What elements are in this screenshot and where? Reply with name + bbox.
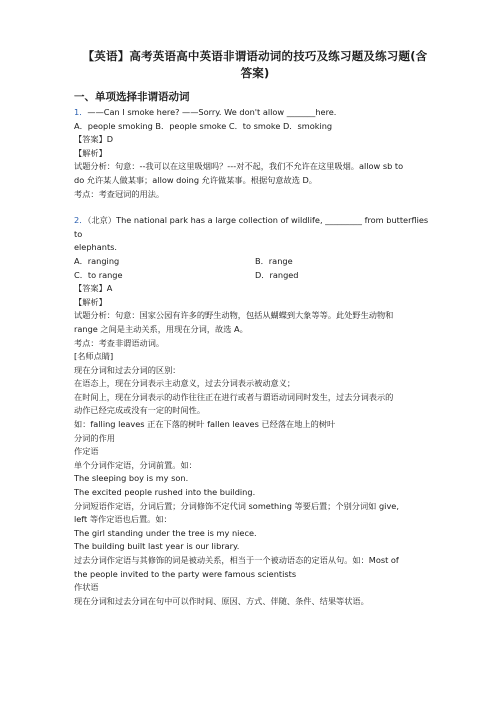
notes-line: 分词短语作定语，分词后置；分词修饰不定代词 something 等要后置；个别分词如 give, [74, 500, 399, 511]
q2-option-b: B．range [255, 255, 293, 266]
notes-line: 现在分词和过去分词的区别： [74, 364, 181, 375]
title-line-2: 答案) [240, 66, 270, 80]
notes-line: 分词的作用 [74, 432, 115, 443]
q1-stem: 1．——Can I smoke here? ——Sorry. We don't allow _______here. [74, 107, 337, 117]
notes-line: 单个分词作定语，分词前置。如： [74, 459, 197, 470]
notes-line: 作状语 [74, 582, 99, 593]
notes-line: the people invited to the party were famous scientists [74, 568, 297, 579]
notes-line: 作定语 [74, 446, 99, 457]
q2-number: 2． [74, 215, 88, 226]
q2-option-a: A．ranging [74, 255, 120, 266]
document-title [74, 48, 436, 82]
notes-line: 动作已经完成或没有一定的时间性。 [74, 405, 206, 416]
q2-analysis-1: 试题分析：句意：国家公园有许多的野生动物，包括从蝴蝶到大象等等。此处野生动物和 [74, 310, 394, 321]
q1-point: 考点：考查冠词的用法。 [74, 188, 165, 199]
q2-option-c: C．to range [74, 269, 123, 280]
q2-stem-2: elephants. [74, 242, 118, 253]
q1-analysis-label: 【解析】 [74, 147, 107, 158]
notes-line: 在语态上，现在分词表示主动意义，过去分词表示被动意义； [74, 378, 296, 389]
notes-line: The sleeping boy is my son. [74, 473, 189, 484]
q2-analysis-label: 【解析】 [74, 296, 107, 307]
question-2 [74, 214, 436, 350]
q1-analysis-2: do 允许某人做某事；allow doing 允许做某事。根据句意故选 D。 [74, 174, 317, 185]
notes-label: [名师点睛] [74, 351, 114, 362]
notes-line: left 等作定语也后置。如： [74, 514, 172, 525]
notes-line: 过去分词作定语与其修饰的词是被动关系，相当于一个被动语态的定语从句。如：Most of [74, 555, 399, 565]
notes-line: 现在分词和过去分词在句中可以作时间、原因、方式、伴随、条件、结果等状语。 [74, 595, 369, 606]
notes-line: 在时间上，现在分词表示的动作往往正在进行或者与谓语动词同时发生，过去分词表示的 [74, 391, 394, 402]
title-line-1: 【英语】高考英语高中英语非谓语动词的技巧及练习题及练习题(含 [82, 49, 428, 63]
teacher-notes [74, 350, 436, 608]
q2-option-d: D．ranged [255, 269, 299, 280]
notes-line: The excited people rushed into the building. [74, 487, 256, 498]
q1-answer: 【答案】D [74, 134, 114, 145]
q1-analysis-1: 试题分析：句意：--我可以在这里吸烟吗？---对不起，我们不允许在这里吸烟。allow sb to [74, 161, 404, 172]
section-heading: 一、单项选择非谓语动词 [74, 91, 190, 103]
question-1 [74, 106, 436, 201]
notes-line: The girl standing under the tree is my niece. [74, 527, 257, 538]
q2-stem-1: 2．（北京）The national park has a large collection of wildlife, _________ from butterflies to [74, 215, 429, 239]
q2-analysis-2: range 之间是主动关系，用现在分词，故选 A。 [74, 323, 248, 334]
notes-line: 如：falling leaves 正在下落的树叶 fallen leaves 已经落在地上的树叶 [74, 419, 336, 430]
q2-answer: 【答案】A [74, 283, 113, 294]
q1-number: 1． [74, 107, 88, 117]
q2-point: 考点：考查非谓语动词。 [74, 337, 165, 348]
q2-options-row-1 [74, 255, 436, 269]
q2-options-row-2 [74, 269, 436, 283]
q1-options: A．people smoking B．people smoke C．to smoke D．smoking [74, 120, 333, 131]
notes-line: The building built last year is our library. [74, 541, 240, 552]
